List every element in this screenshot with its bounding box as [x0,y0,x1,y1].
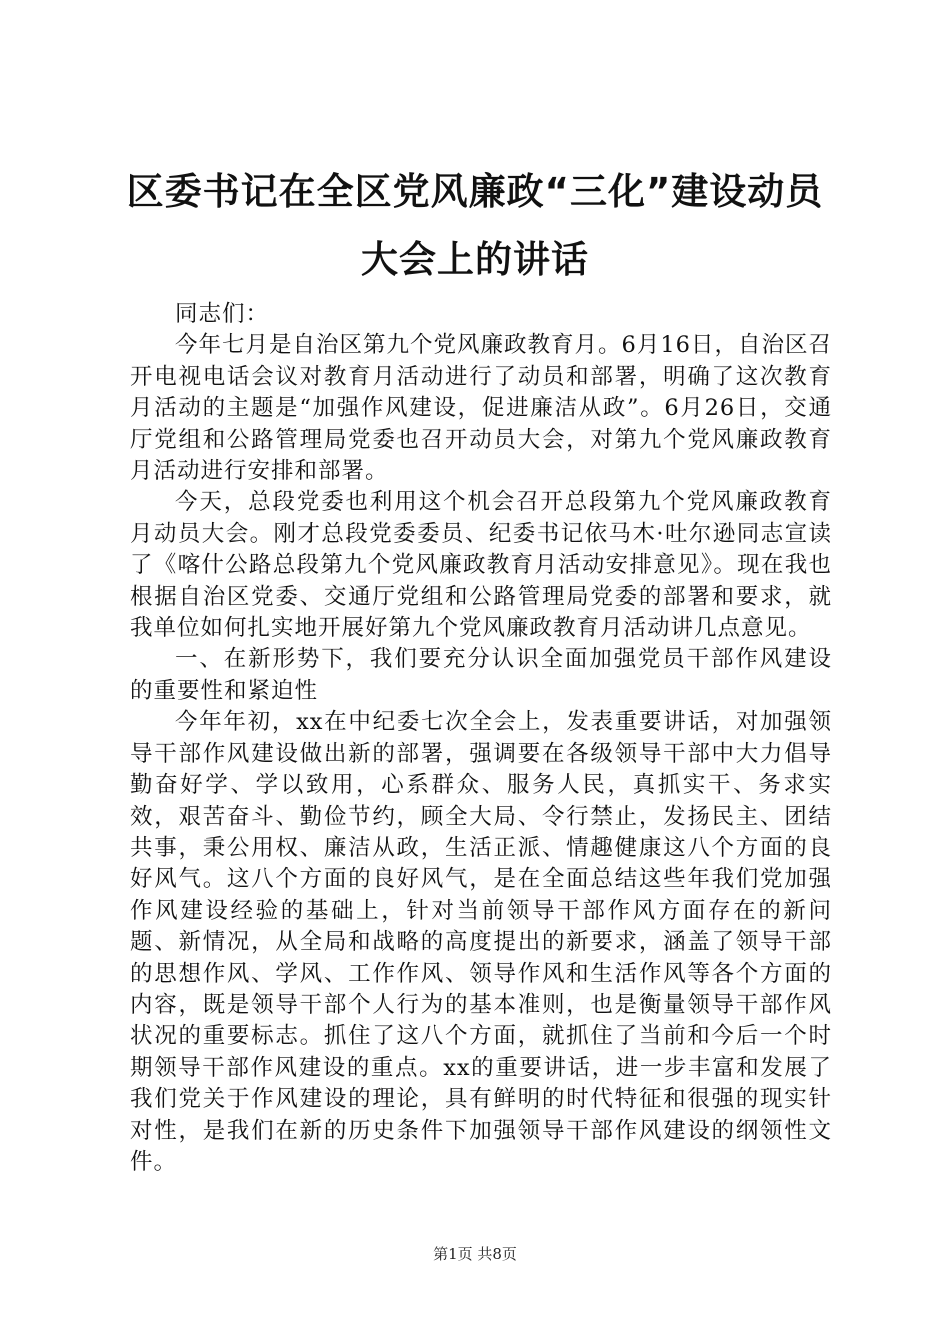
paragraph-1: 今年七月是自治区第九个党风廉政教育月。6月16日，自治区召开电视电话会议对教育月活动进行了动员和部署，明确了这次教育月活动的主题是“加强作风建设，促进廉洁从政”。6月26日，交通厅党组和公路管理局党委也召开动员大会，对第九个党风廉政教育月活动进行安排和部署。 [130,332,832,485]
paragraph-3: 今年年初，xx在中纪委七次全会上，发表重要讲话，对加强领导干部作风建设做出新的部署，强调要在各级领导干部中大力倡导勤奋好学、学以致用，心系群众、服务人民，真抓实干、务求实效，艰苦奋斗、勤俭节约，顾全大局、令行禁止，发扬民主、团结共事，秉公用权、廉洁从政，生活正派、情趣健康这八个方面的良好风气。这八个方面的良好风气，是在全面总结这些年我们党加强作风建设经验的基础上，针对当前领导干部作风方面存在的新问题、新情况，从全局和战略的高度提出的新要求，涵盖了领导干部的思想作风、学风、工作作风、领导作风和生活作风等各个方面的内容，既是领导干部个人行为的基本准则，也是衡量领导干部作风状况的重要标志。抓住了这八个方面，就抓住了当前和今后一个时期领导干部作风建设的重点。xx的重要讲话，进一步丰富和发展了我们党关于作风建设的理论，具有鲜明的时代特征和很强的现实针对性，是我们在新的历史条件下加强领导干部作风建设的纲领性文件。 [130,709,832,1175]
document-body [130,299,832,1178]
page-number: 第1页 共8页 [433,1245,517,1263]
paragraph-2: 今天，总段党委也利用这个机会召开总段第九个党风廉政教育月动员大会。刚才总段党委委员、纪委书记依马木·吐尔逊同志宣读了《喀什公路总段第九个党风廉政教育月活动安排意见》。现在我也根据自治区党委、交通厅党组和公路管理局党委的部署和要求，就我单位如何扎实地开展好第九个党风廉政教育月活动讲几点意见。 [130,489,832,642]
document-title: 区委书记在全区党风廉政“三化”建设动员大会上的讲话 [126,170,824,281]
section-heading-1: 一、在新形势下，我们要充分认识全面加强党员干部作风建设的重要性和紧迫性 [130,646,832,704]
salutation: 同志们： [175,301,270,327]
